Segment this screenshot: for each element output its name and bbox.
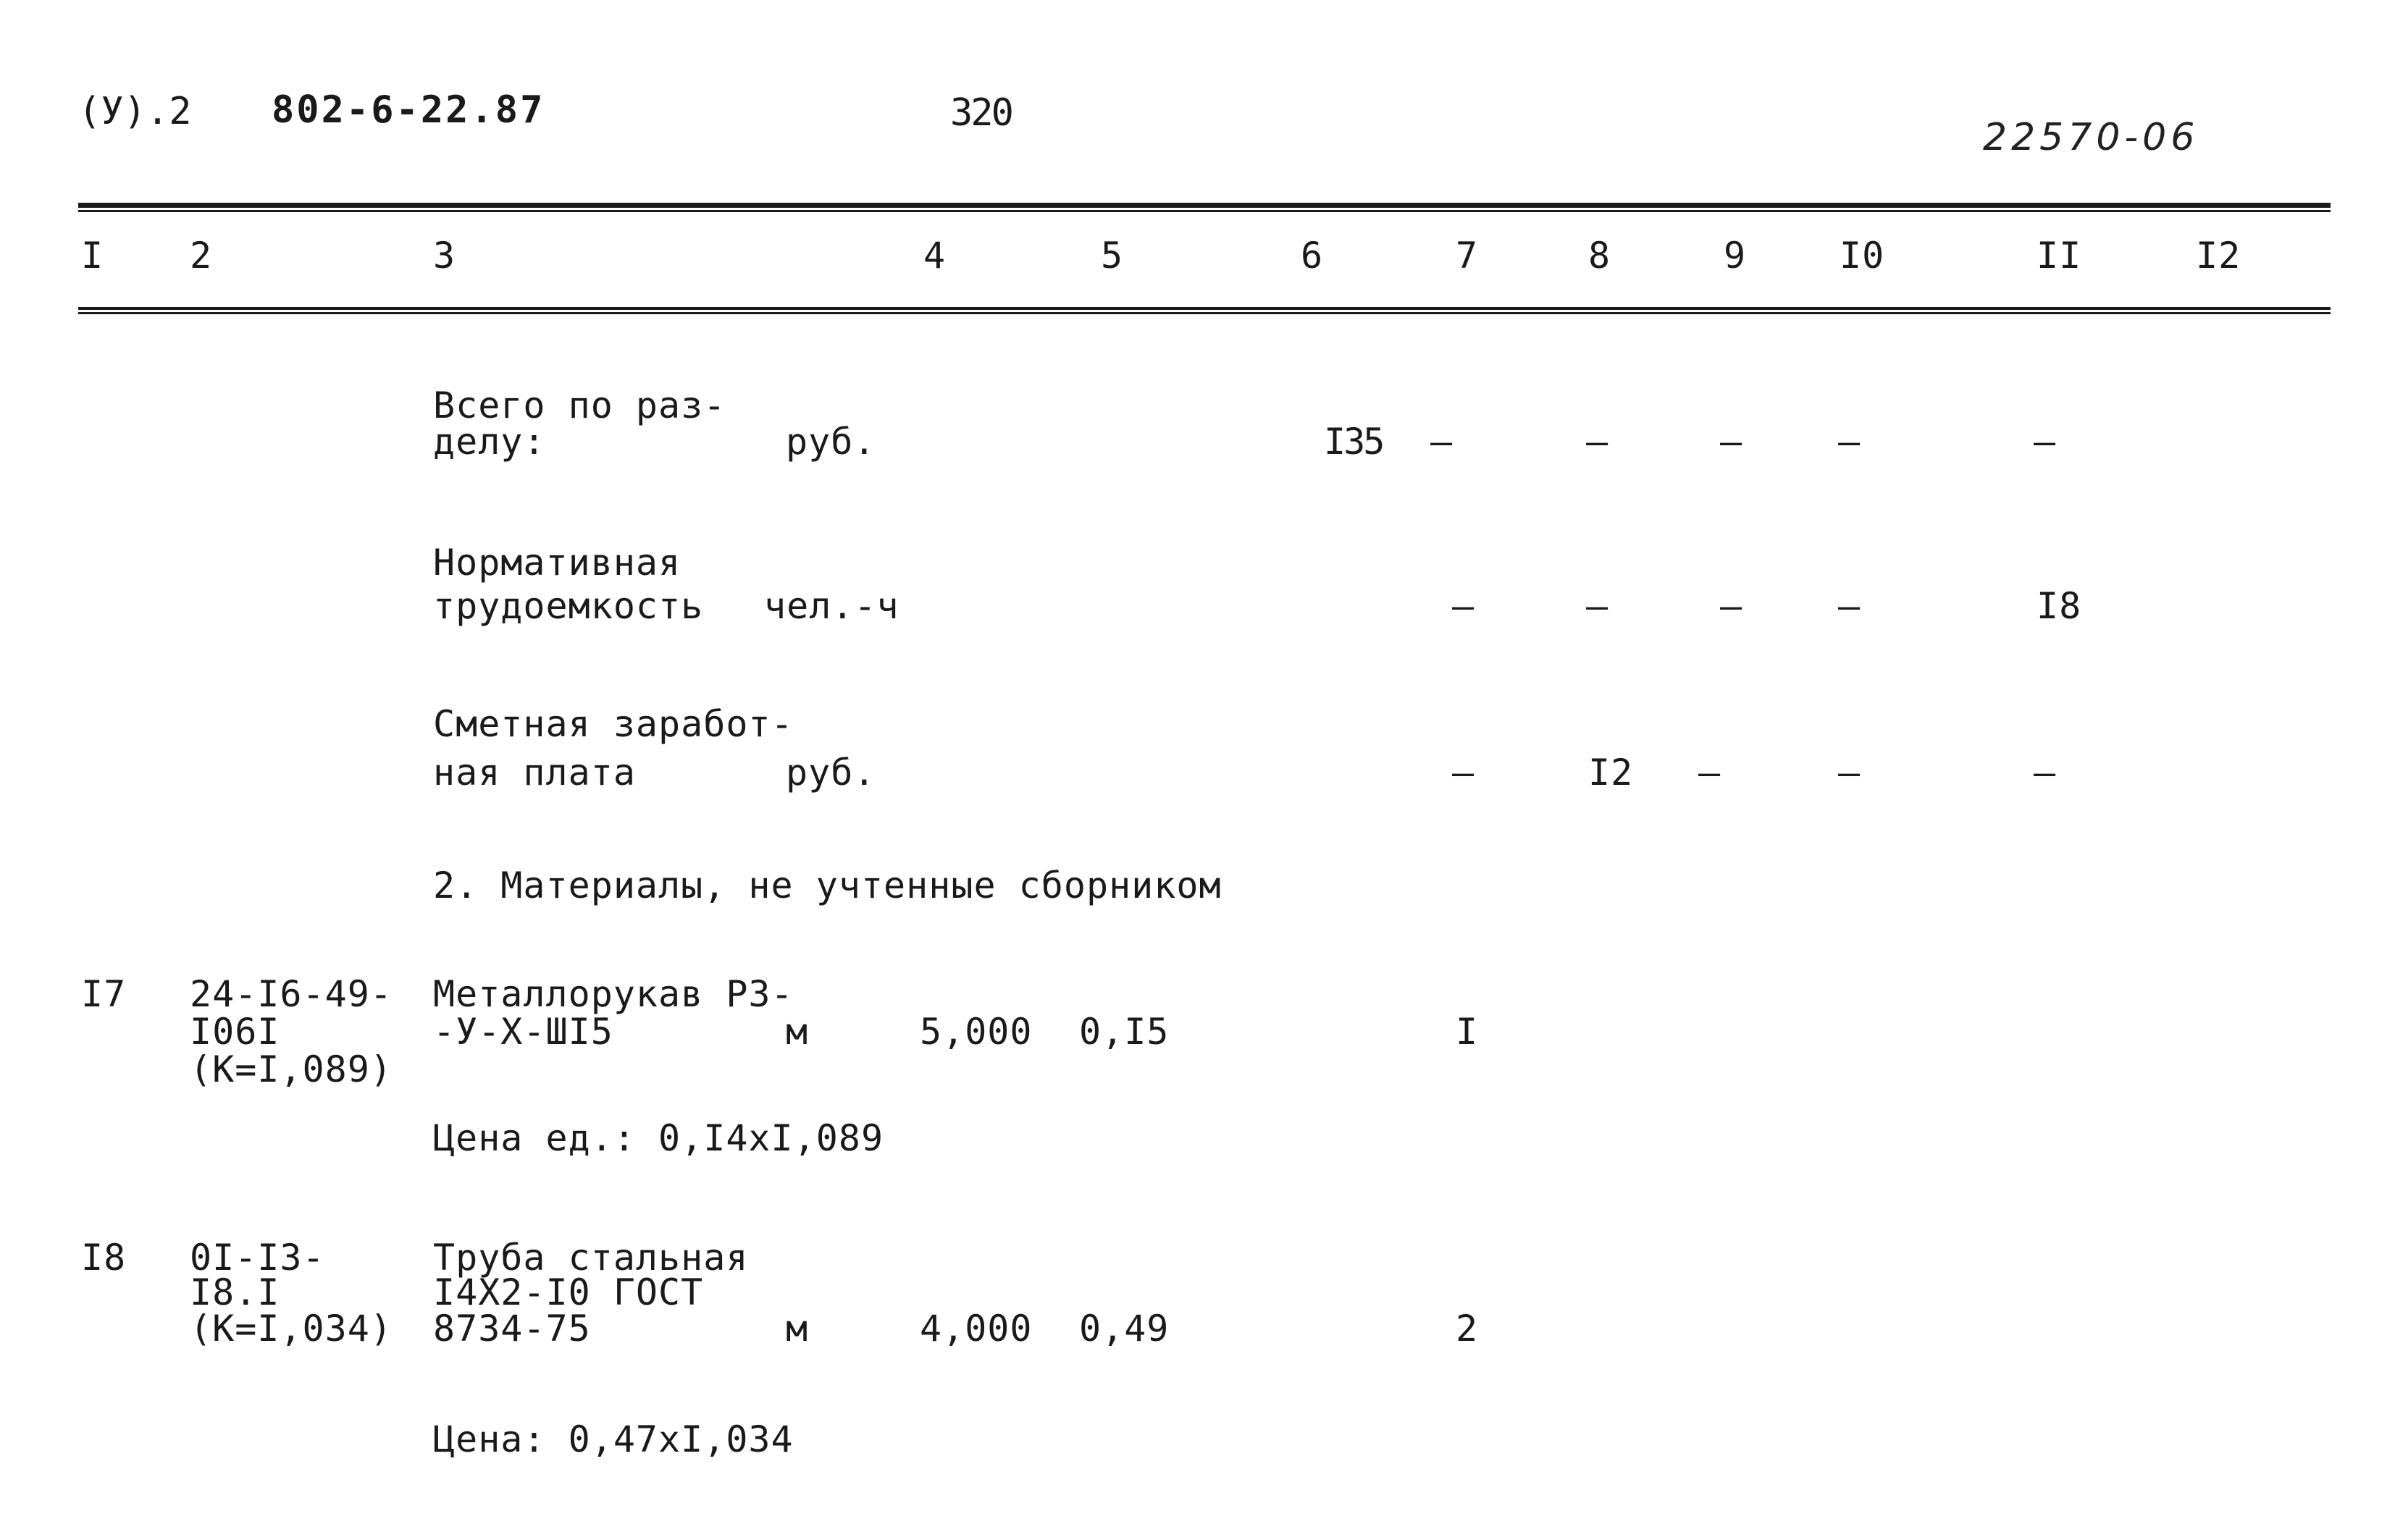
item-quantity: 4,000: [920, 1308, 1033, 1350]
labor-col8: –: [1586, 585, 1608, 627]
col-header-11: II: [2037, 235, 2082, 277]
col-header-4: 4: [923, 235, 947, 277]
col-header-9: 9: [1724, 235, 1747, 277]
wage-col11: –: [2034, 752, 2056, 794]
item-unit: м: [786, 1011, 809, 1053]
item-name-line3: 8734-75: [433, 1308, 591, 1350]
total-col7: –: [1430, 421, 1453, 463]
header-rule-bottom: [78, 307, 2331, 310]
item-col7: 2: [1456, 1308, 1479, 1350]
item-code-line3: (К=I,089): [190, 1048, 393, 1090]
sheet-ref: (У).2: [78, 90, 192, 133]
item-code-line2: I8.I: [190, 1271, 280, 1313]
total-label-line2: делу:: [433, 421, 546, 463]
wage-unit: руб.: [786, 752, 876, 794]
item-unit-price: 0,49: [1079, 1308, 1170, 1350]
wage-col9: –: [1698, 752, 1721, 794]
total-col10: –: [1838, 421, 1861, 463]
wage-col10: –: [1838, 752, 1861, 794]
item-name-line2: -У-Х-ШI5: [433, 1011, 613, 1053]
item-name-line2: I4Х2-I0 ГОСТ: [433, 1271, 704, 1313]
total-label-line1: Всего по раз-: [433, 384, 726, 426]
item-code-line1: 24-I6-49-: [190, 973, 393, 1015]
item-col7: I: [1456, 1011, 1479, 1053]
wage-label-line1: Сметная заработ-: [433, 703, 794, 745]
col-header-1: I: [81, 235, 104, 277]
item-price-note: Цена ед.: 0,I4хI,089: [433, 1117, 884, 1159]
labor-unit: чел.-ч: [764, 585, 899, 627]
total-col8: –: [1586, 421, 1608, 463]
item-code-line2: I06I: [190, 1011, 280, 1053]
col-header-10: I0: [1840, 235, 1885, 277]
total-col9: –: [1720, 421, 1742, 463]
labor-col11: I8: [2037, 585, 2082, 627]
header-rule-bottom-thin: [78, 312, 2331, 314]
handwritten-code: 22570-06: [1983, 116, 2199, 159]
labor-col9: –: [1720, 585, 1742, 627]
item-price-note: Цена: 0,47хI,034: [433, 1418, 794, 1460]
item-code-line3: (К=I,034): [190, 1308, 393, 1350]
col-header-3: 3: [433, 235, 456, 277]
col-header-6: 6: [1301, 235, 1324, 277]
header-rule-top: [78, 203, 2331, 208]
item-quantity: 5,000: [920, 1011, 1033, 1053]
item-name-line1: Металлорукав РЗ-: [433, 973, 794, 1015]
col-header-8: 8: [1588, 235, 1611, 277]
item-code-line1: 0I-I3-: [190, 1237, 325, 1279]
col-header-5: 5: [1101, 235, 1124, 277]
labor-label-line2: трудоемкость: [433, 585, 704, 627]
header-rule-top-thin: [78, 210, 2331, 212]
doc-code: 802-6-22.87: [272, 88, 545, 132]
col-header-12: I2: [2196, 235, 2241, 277]
page-number: 320: [950, 91, 1012, 135]
item-unit-price: 0,I5: [1079, 1011, 1170, 1053]
wage-label-line2: ная плата: [433, 752, 636, 794]
wage-col7: –: [1452, 752, 1475, 794]
item-unit: м: [786, 1308, 809, 1350]
item-number: I7: [81, 973, 127, 1015]
wage-col8: I2: [1588, 752, 1634, 794]
total-unit: руб.: [786, 421, 876, 463]
labor-col10: –: [1838, 585, 1861, 627]
total-col6: I35: [1324, 421, 1383, 463]
item-number: I8: [81, 1237, 127, 1279]
labor-col7: –: [1452, 585, 1475, 627]
item-name-line1: Труба стальная: [433, 1237, 749, 1279]
section-title: 2. Материалы, не учтенные сборником: [433, 864, 1222, 906]
col-header-2: 2: [190, 235, 213, 277]
col-header-7: 7: [1456, 235, 1479, 277]
total-col11: –: [2034, 421, 2056, 463]
labor-label-line1: Нормативная: [433, 542, 681, 584]
